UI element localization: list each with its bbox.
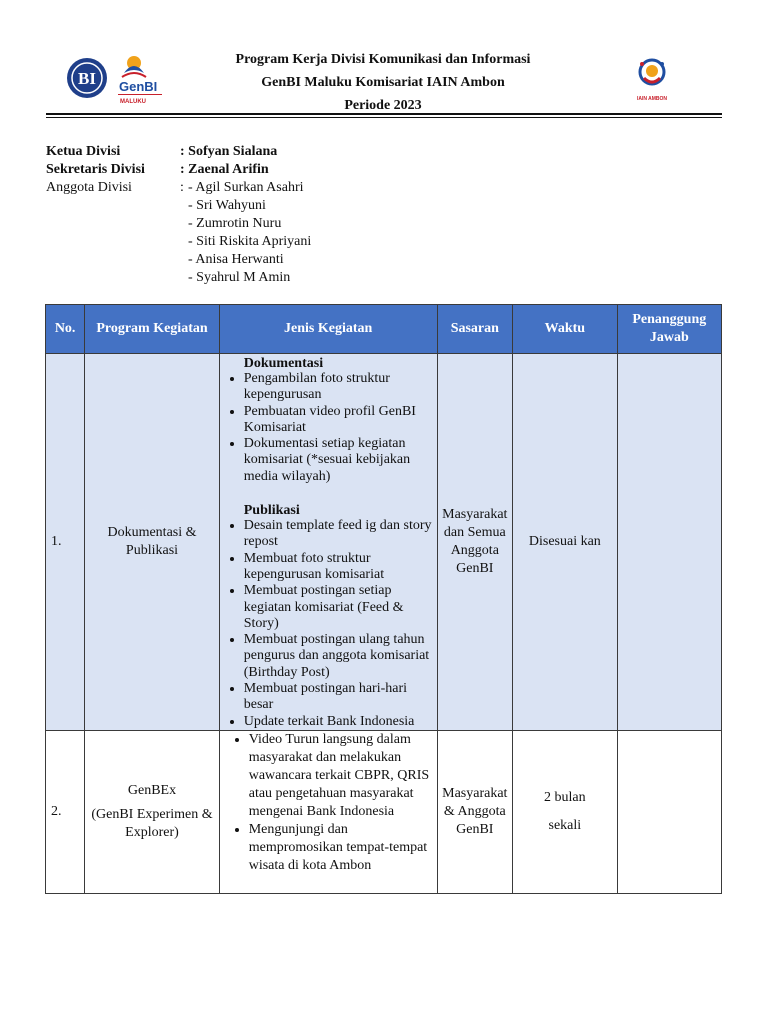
- list-item: • Desain template feed ig dan story repost: [244, 518, 437, 551]
- program-title: GenBEx: [127, 782, 177, 798]
- row-jenis: [219, 730, 437, 893]
- row-waktu: Disesuai kan: [513, 354, 618, 731]
- table-header-row: [46, 305, 722, 354]
- iain-logo-text: IAIN AMBON: [636, 96, 668, 102]
- dokumentasi-list: [220, 371, 437, 485]
- row-no: 1.: [46, 354, 85, 731]
- list-item: • Membuat postingan ulang tahun pengurus dan anggota komisariat (Birthday Post): [244, 632, 437, 681]
- member-item: - Sri Wahyuni: [188, 198, 266, 213]
- list-item: • Membuat foto struktur kepengurusan komisariat: [244, 551, 437, 584]
- genbi-iain-logo: [630, 54, 674, 104]
- header-program: Program Kegiatan: [85, 305, 219, 354]
- anggota-colon: :: [180, 180, 184, 195]
- row-penanggung-jawab: [617, 354, 721, 731]
- section-heading-publikasi: Publikasi: [243, 503, 300, 519]
- waktu-line-1: 2 bulan: [544, 789, 586, 805]
- anggota-label: Anggota Divisi: [46, 180, 132, 195]
- row-sasaran: Masyarakat dan Semua Anggota GenBI: [437, 354, 513, 731]
- publikasi-list: [220, 518, 437, 730]
- svg-text:BI: BI: [78, 69, 96, 88]
- document-header: [170, 48, 596, 117]
- waktu-line-2: sekali: [548, 817, 582, 833]
- genbi-logo-text: GenBI: [119, 79, 158, 94]
- header-rule-thick: [46, 113, 722, 115]
- list-item: • Dokumentasi setiap kegiatan komisariat (*sesuai kebijakan media wilayah): [244, 436, 437, 485]
- program-subtitle: (GenBI Experimen & Explorer): [91, 806, 213, 840]
- row-program: [85, 730, 219, 893]
- header-no: No.: [46, 305, 85, 354]
- genbex-list: [220, 731, 437, 875]
- maluku-logo-text: MALUKU: [120, 99, 146, 105]
- program-table: [45, 304, 722, 894]
- row-sasaran: Masyarakat & Anggota GenBI: [437, 730, 513, 893]
- list-item: • Membuat postingan hari-hari besar: [244, 681, 437, 714]
- genbi-maluku-logo: [116, 53, 166, 105]
- member-item: - Agil Surkan Asahri: [188, 180, 304, 195]
- list-item: • Membuat postingan setiap kegiatan komisariat (Feed & Story): [244, 583, 437, 632]
- table-row: [46, 730, 722, 893]
- ketua-label: Ketua Divisi: [46, 144, 121, 159]
- row-no: 2.: [46, 730, 85, 893]
- sekretaris-label: Sekretaris Divisi: [46, 162, 145, 177]
- row-penanggung-jawab: [617, 730, 721, 893]
- bank-indonesia-logo: [66, 57, 108, 99]
- header-jenis: Jenis Kegiatan: [219, 305, 437, 354]
- member-item: - Siti Riskita Apriyani: [188, 234, 312, 249]
- header-penanggung-jawab: Penanggung Jawab: [617, 305, 721, 354]
- row-jenis: [219, 354, 437, 731]
- header-line-1: Program Kerja Divisi Komunikasi dan Informasi: [235, 52, 531, 67]
- member-list: [188, 179, 311, 287]
- ketua-value: : Sofyan Sialana: [180, 144, 278, 159]
- section-heading-dokumentasi: Dokumentasi: [243, 356, 324, 371]
- list-item: • Video Turun langsung dalam masyarakat dan melakukan wawancara terkait CBPR, QRIS atau pengetahuan masyarakat mengenai Bank Indonesia: [249, 731, 437, 821]
- list-item: • Mengunjungi dan mempromosikan tempat-tempat wisata di kota Ambon: [249, 821, 437, 875]
- header-sasaran: Sasaran: [437, 305, 513, 354]
- member-item: - Syahrul M Amin: [188, 270, 291, 285]
- row-program: Dokumentasi & Publikasi: [85, 354, 219, 731]
- header-line-3: Periode 2023: [344, 98, 422, 113]
- header-waktu: Waktu: [513, 305, 618, 354]
- row-waktu: [513, 730, 618, 893]
- list-item: • Pengambilan foto struktur kepengurusan: [244, 371, 437, 404]
- table-row: [46, 354, 722, 731]
- sekretaris-value: : Zaenal Arifin: [180, 162, 269, 177]
- list-item: • Update terkait Bank Indonesia: [244, 714, 437, 730]
- member-item: - Zumrotin Nuru: [188, 216, 282, 231]
- member-item: - Anisa Herwanti: [188, 252, 284, 267]
- list-item: • Pembuatan video profil GenBI Komisariat: [244, 404, 437, 437]
- header-line-2: GenBI Maluku Komisariat IAIN Ambon: [261, 75, 505, 90]
- header-rule-thin: [46, 117, 722, 118]
